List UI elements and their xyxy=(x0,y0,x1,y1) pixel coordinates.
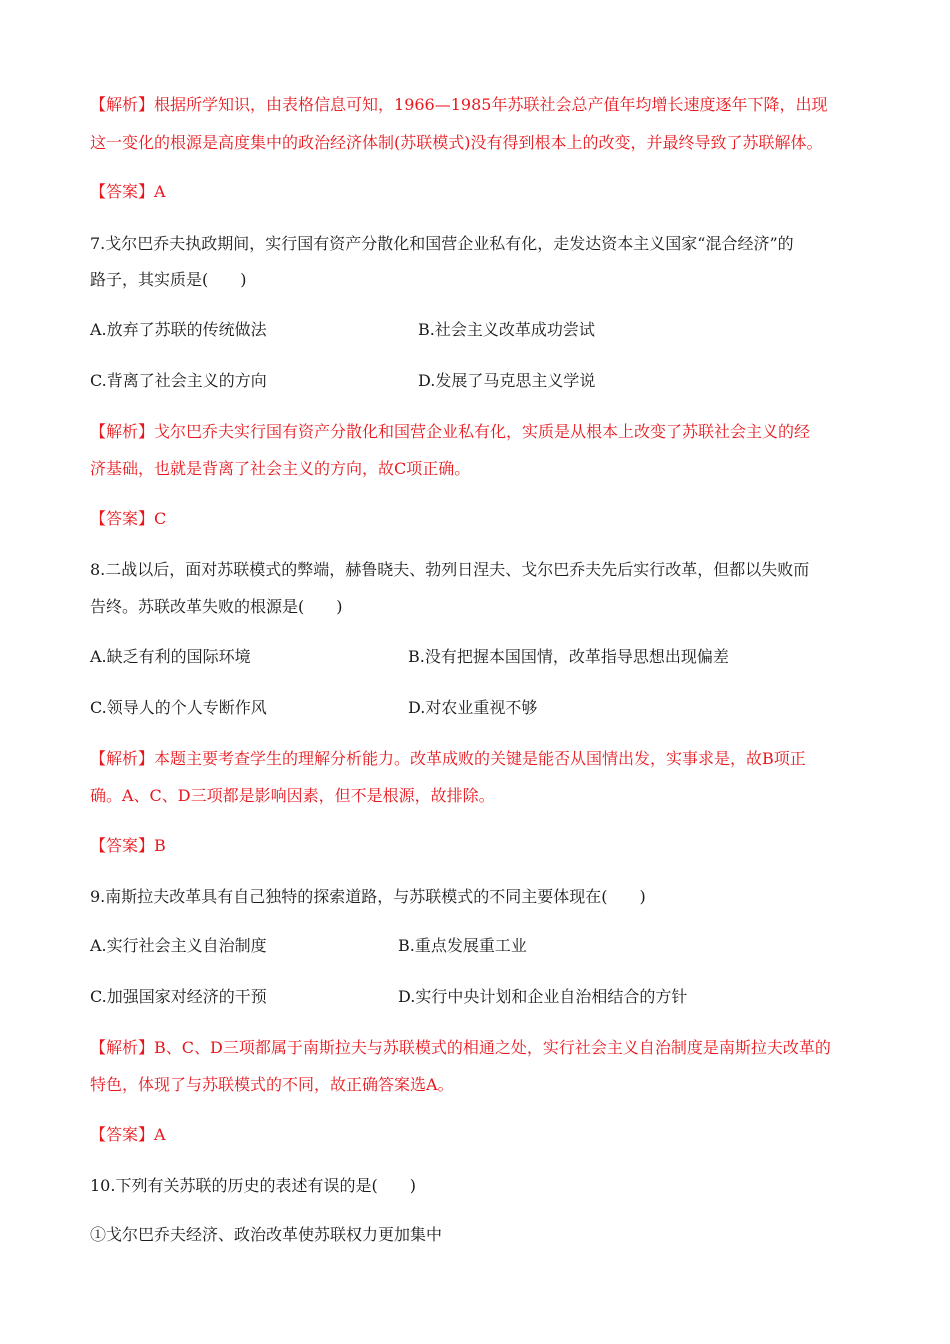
answer-label: 【答案】 xyxy=(90,1125,155,1144)
analysis-intro-line1: 【解析】根据所学知识，由表格信息可知，1966—1985年苏联社会总产值年均增长速度逐年下降，出现 xyxy=(90,95,828,114)
q8-option-c: C.领导人的个人专断作风 xyxy=(90,698,267,717)
q8-option-a: A.缺乏有利的国际环境 xyxy=(90,647,251,666)
q8-answer xyxy=(90,835,166,857)
q9-answer xyxy=(90,1124,166,1146)
answer-value: A xyxy=(154,1125,166,1144)
analysis-label: 【解析】 xyxy=(90,1038,155,1057)
answer-intro xyxy=(90,181,166,203)
question-7-line1: 7.戈尔巴乔夫执政期间，实行国有资产分散化和国营企业私有化，走发达资本主义国家“混合经济”的 xyxy=(90,234,794,253)
question-8-line2: 告终。苏联改革失败的根源是( ) xyxy=(90,597,343,616)
answer-value: A xyxy=(154,182,166,201)
answer-value: C xyxy=(154,509,167,528)
answer-label: 【答案】 xyxy=(90,509,155,528)
q8-option-d: D.对农业重视不够 xyxy=(408,698,538,717)
question-9-line1: 9.南斯拉夫改革具有自己独特的探索道路，与苏联模式的不同主要体现在( ) xyxy=(90,887,646,906)
q9-option-a: A.实行社会主义自治制度 xyxy=(90,936,267,955)
q7-option-c: C.背离了社会主义的方向 xyxy=(90,371,267,390)
q7-analysis-line1: 【解析】戈尔巴乔夫实行国有资产分散化和国营企业私有化，实质是从根本上改变了苏联社会主义的经 xyxy=(90,422,811,441)
q9-analysis-line2: 特色，体现了与苏联模式的不同，故正确答案选A。 xyxy=(90,1075,454,1094)
q10-item-1: ①戈尔巴乔夫经济、政治改革使苏联权力更加集中 xyxy=(90,1225,443,1244)
q9-analysis-line1: 【解析】B、C、D三项都属于南斯拉夫与苏联模式的相通之处，实行社会主义自治制度是南斯拉夫改革的 xyxy=(90,1038,831,1057)
q7-option-d: D.发展了马克思主义学说 xyxy=(418,371,596,390)
q8-option-b: B.没有把握本国国情，改革指导思想出现偏差 xyxy=(408,647,729,666)
answer-label: 【答案】 xyxy=(90,836,155,855)
q7-answer xyxy=(90,508,166,530)
analysis-label: 【解析】 xyxy=(90,95,155,114)
answer-label: 【答案】 xyxy=(90,182,155,201)
question-8-line1: 8.二战以后，面对苏联模式的弊端，赫鲁晓夫、勃列日涅夫、戈尔巴乔夫先后实行改革，但都以失败而 xyxy=(90,560,810,579)
q7-option-b: B.社会主义改革成功尝试 xyxy=(418,320,595,339)
question-10-line1: 10.下列有关苏联的历史的表述有误的是( ) xyxy=(90,1176,416,1195)
analysis-label: 【解析】 xyxy=(90,749,155,768)
question-7-line2: 路子，其实质是( ) xyxy=(90,270,247,289)
q8-analysis-line1: 【解析】本题主要考查学生的理解分析能力。改革成败的关键是能否从国情出发，实事求是，故B项正 xyxy=(90,749,806,768)
q7-analysis-line2: 济基础，也就是背离了社会主义的方向，故C项正确。 xyxy=(90,459,471,478)
q9-option-b: B.重点发展重工业 xyxy=(398,936,527,955)
q9-option-d: D.实行中央计划和企业自治相结合的方针 xyxy=(398,987,688,1006)
answer-value: B xyxy=(154,836,166,855)
analysis-intro-line2: 这一变化的根源是高度集中的政治经济体制(苏联模式)没有得到根本上的改变，并最终导致了苏联解体。 xyxy=(90,133,823,152)
q7-option-a: A.放弃了苏联的传统做法 xyxy=(90,320,267,339)
analysis-label: 【解析】 xyxy=(90,422,155,441)
q9-option-c: C.加强国家对经济的干预 xyxy=(90,987,267,1006)
q8-analysis-line2: 确。A、C、D三项都是影响因素，但不是根源，故排除。 xyxy=(90,786,495,805)
